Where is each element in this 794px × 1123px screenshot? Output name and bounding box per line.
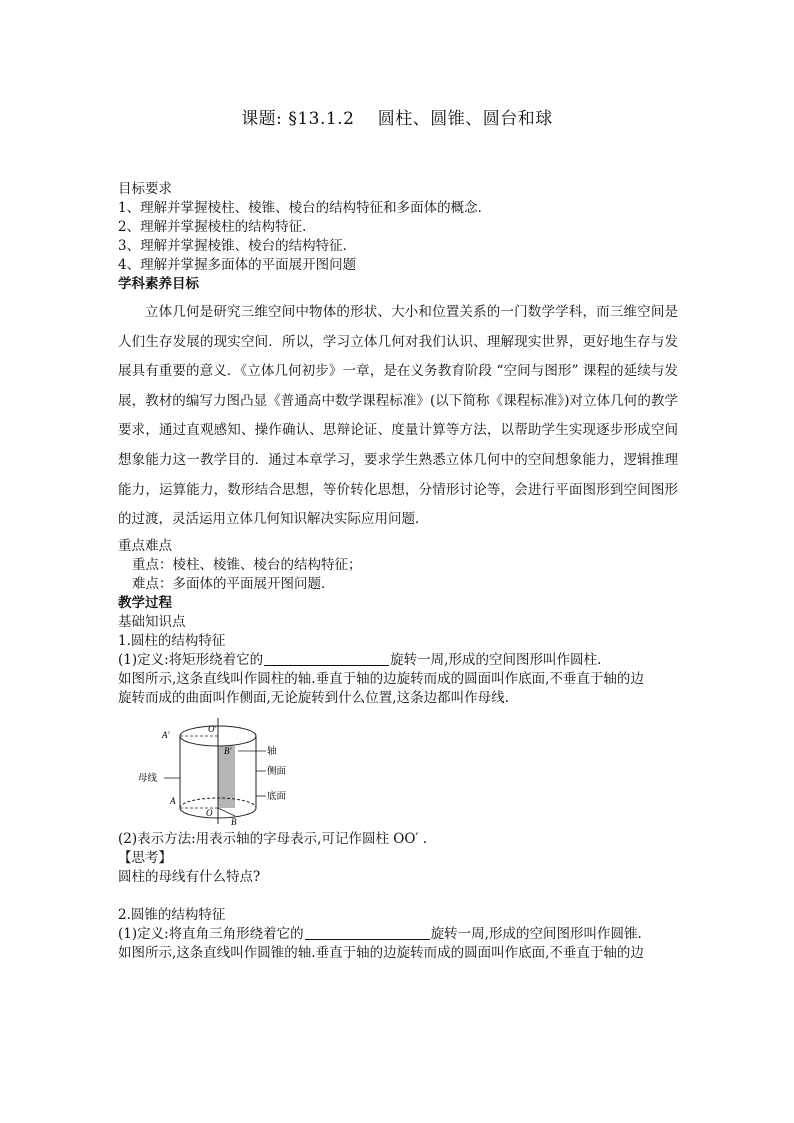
label-a: A: [170, 795, 176, 806]
goal-item: 1、理解并掌握棱柱、棱锥、棱台的结构特征和多面体的概念．: [118, 200, 492, 216]
cone-def-part-b: 旋转一周,形成的空间图形叫作圆锥.: [430, 925, 642, 942]
label-o: O: [206, 807, 213, 818]
difficult-point: 难点：多面体的平面展开图问题．: [132, 575, 335, 592]
literacy-heading: 学科素养目标: [118, 276, 199, 292]
think-heading: 【思考】: [118, 849, 172, 866]
cylinder-fill-blank[interactable]: [264, 651, 389, 666]
document-body: [118, 180, 678, 963]
process-heading: 教学过程: [118, 594, 172, 611]
cone-def-part-a: (1)定义:将直角三角形绕着它的: [118, 925, 304, 942]
cone-description-line: 如图所示,这条直线叫作圆锥的轴.垂直于轴的边旋转而成的圆面叫作底面,不垂直于轴的边: [118, 944, 644, 961]
cylinder-figure: [138, 716, 288, 826]
cylinder-heading: 1.圆柱的结构特征: [118, 632, 226, 649]
page-title: 课题: §13.1.2 圆柱、圆锥、圆台和球: [241, 109, 553, 129]
cylinder-def-part-b: 旋转一周,形成的空间图形叫作圆柱.: [390, 651, 602, 668]
label-a-prime: A′: [162, 729, 170, 740]
cone-fill-blank[interactable]: [305, 925, 430, 940]
cylinder-description-line: 如图所示,这条直线叫作圆柱的轴.垂直于轴的边旋转而成的圆面叫作底面,不垂直于轴的边: [118, 670, 644, 687]
label-side: 侧面: [267, 765, 287, 777]
radius-ob: [218, 808, 235, 816]
key-point: 重点：棱柱、棱锥、棱台的结构特征；: [132, 556, 362, 573]
label-generatrix: 母线: [138, 772, 158, 784]
label-o-prime: O′: [208, 723, 217, 734]
think-question: 圆柱的母线有什么特点?: [118, 868, 261, 885]
cylinder-description-line: 旋转而成的曲面叫作侧面,无论旋转到什么位置,这条边都叫作母线.: [118, 689, 509, 706]
cylinder-notation: (2)表示方法:用表示轴的字母表示,可记作圆柱 OO′ .: [118, 830, 428, 847]
cylinder-definition: [118, 651, 678, 670]
cone-heading: 2.圆锥的结构特征: [118, 906, 226, 923]
literacy-paragraph: 立体几何是研究三维空间中物体的形状、大小和位置关系的一门数学学科，而三维空间是人们生存发展的现实空间．所以，学习立体几何对我们认识、理解现实世界，更好地生存与发展具有重要的意义．《立体几何初步》一章，是在义务教育阶段 “空间与图形” 课程的延续与发展，教材的编写力图凸显《普通高中数学课程标准》(以下简称《课程标准》)对立体几何的教学要求，通过直观感知、操作确认、思辩论证、度量计算等方法，以帮助学生实现逐步形成空间想象能力这一教学目的．通过本章学习，要求学生熟悉立体几何中的空间想象能力，逻辑推理能力，运算能力，数形结合思想，等价转化思想，分情形讨论等，会进行平面图形到空间图形的过渡，灵活运用立体几何知识解决实际应用问题．: [118, 304, 678, 528]
label-b-prime: B′: [224, 745, 232, 756]
cone-definition: [118, 925, 678, 944]
label-b: B: [231, 816, 237, 826]
label-base: 底面: [267, 790, 287, 802]
goals-heading: 目标要求: [118, 181, 172, 197]
basics-subheading: 基础知识点: [118, 613, 186, 630]
cylinder-diagram: [138, 716, 288, 826]
cylinder-def-part-a: (1)定义:将矩形绕着它的: [118, 651, 264, 668]
goal-item: 2、理解并掌握棱柱的结构特征．: [118, 219, 316, 235]
goal-item: 4、理解并掌握多面体的平面展开图问题: [118, 257, 357, 273]
key-points-heading: 重点难点: [118, 537, 172, 554]
goal-item: 3、理解并掌握棱锥、棱台的结构特征．: [118, 238, 357, 254]
label-axis: 轴: [267, 745, 277, 757]
